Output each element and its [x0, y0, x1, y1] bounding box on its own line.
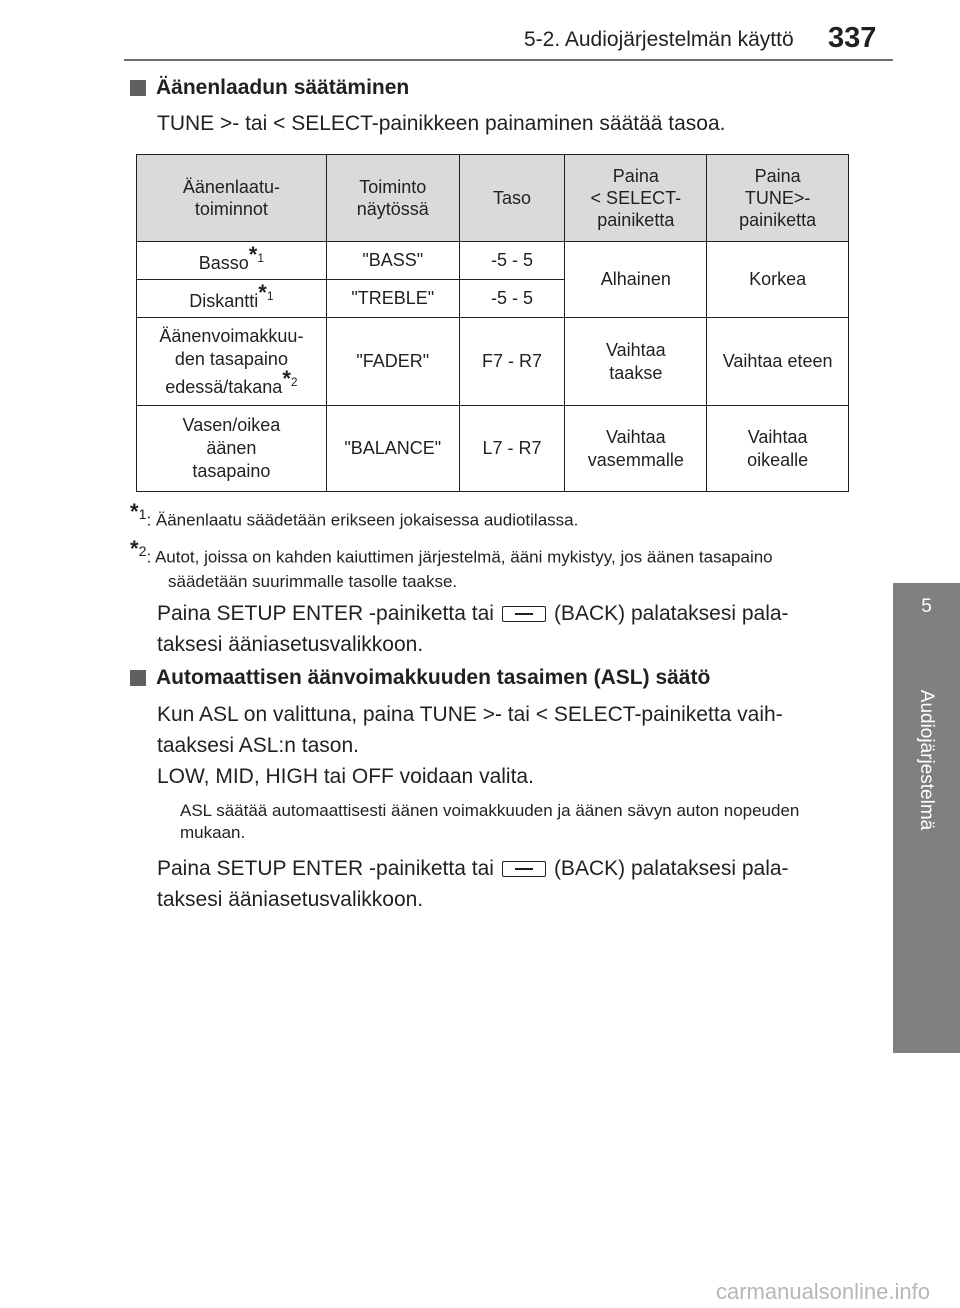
- header-cell: [459, 155, 565, 242]
- side-tab-number: 5: [921, 596, 932, 617]
- header-cell: [565, 155, 707, 242]
- back-button-icon: [502, 861, 546, 877]
- table-cell: "BALANCE": [326, 406, 459, 492]
- table-cell: [137, 280, 327, 318]
- footnote-mark: 1: [266, 288, 274, 303]
- header-cell: [326, 155, 459, 242]
- back-instruction-line2: taksesi ääniasetusvalikkoon.: [157, 633, 424, 656]
- table-cell: [137, 406, 327, 492]
- footnote-text: : Autot, joissa on kahden kaiuttimen järjestelmä, ääni mykistyy, jos äänen tasapaino säädetään suurimmalle tasolle taakse.: [146, 547, 773, 591]
- section-heading-text: Äänenlaadun säätäminen: [156, 76, 410, 99]
- back-instruction: [157, 598, 857, 660]
- asl-line: Kun ASL on valittuna, paina TUNE >- tai < SELECT-painiketta vaih-: [157, 703, 783, 726]
- table-cell: [565, 406, 707, 492]
- header-text: Paina < SELECT- painiketta: [590, 166, 682, 230]
- header-text: Paina TUNE>- painiketta: [739, 166, 817, 230]
- table-cell: "FADER": [326, 318, 459, 406]
- table-cell: F7 - R7: [459, 318, 565, 406]
- tune-action: Vaihtaa oikealle: [747, 426, 809, 470]
- function-name: Basso: [198, 252, 249, 273]
- back-instruction-line2: taksesi ääniasetusvalikkoon.: [157, 888, 424, 911]
- back-button-icon: [502, 606, 546, 622]
- table-row: [137, 406, 849, 492]
- footnote-mark: 2: [290, 374, 298, 389]
- asl-line: LOW, MID, HIGH tai OFF voidaan valita.: [157, 765, 534, 788]
- header-cell: [707, 155, 849, 242]
- function-name: Äänenvoimakkuu- den tasapaino edessä/takana: [159, 325, 304, 397]
- footnote-mark: 2: [138, 544, 147, 560]
- back-instruction: [157, 853, 857, 915]
- table-cell: Korkea: [707, 242, 849, 318]
- header-rule: [124, 59, 893, 61]
- footnote-star: *: [248, 241, 258, 267]
- footnote-text: : Äänenlaatu säädetään erikseen jokaisessa audiotilassa.: [146, 510, 579, 530]
- page-number: 337: [828, 22, 877, 54]
- chapter-title: 5-2. Audiojärjestelmän käyttö: [524, 28, 794, 51]
- asl-text: [157, 699, 857, 792]
- table-cell: [707, 406, 849, 492]
- select-action: Vaihtaa taakse: [605, 339, 666, 383]
- footnote-mark: 1: [138, 507, 147, 523]
- footnote-star: *: [130, 499, 139, 524]
- header-text: Toiminto näytössä: [356, 177, 429, 219]
- sound-settings-table: [136, 154, 849, 492]
- header-text: Taso: [493, 188, 532, 208]
- square-bullet-icon: [130, 80, 146, 96]
- asl-note: ASL säätää automaattisesti äänen voimakkuuden ja äänen sävyn auton nopeuden mukaan.: [180, 801, 800, 842]
- side-tab-label: Audiojärjestelmä: [916, 689, 937, 831]
- back-instruction-after: (BACK) palataksesi pala-: [553, 857, 789, 880]
- footnote-1: [130, 499, 842, 533]
- table-cell: Vaihtaa eteen: [707, 318, 849, 406]
- back-instruction-before: Paina SETUP ENTER -painiketta tai: [157, 602, 494, 625]
- table-cell: "TREBLE": [326, 280, 459, 318]
- footnote-star: *: [258, 279, 267, 305]
- function-name: Vasen/oikea äänen tasapaino: [182, 415, 281, 481]
- table-cell: [137, 318, 327, 406]
- intro-text: TUNE >- tai < SELECT-painikkeen painaminen säätää tasoa.: [157, 112, 726, 135]
- header-cell: [137, 155, 327, 242]
- table-cell: [565, 318, 707, 406]
- table-cell: Alhainen: [565, 242, 707, 318]
- back-instruction-after: (BACK) palataksesi pala-: [553, 602, 789, 625]
- table-row: [137, 318, 849, 406]
- table-row: [137, 242, 849, 280]
- select-action: Vaihtaa vasemmalle: [587, 426, 684, 470]
- table-header-row: [137, 155, 849, 242]
- section-heading-text: Automaattisen äänvoimakkuuden tasaimen (ASL) säätö: [156, 666, 711, 689]
- table-cell: [137, 242, 327, 280]
- footnote-mark: 1: [257, 250, 265, 265]
- square-bullet-icon: [130, 670, 146, 686]
- section-heading: [130, 666, 710, 690]
- footnote-star: *: [282, 365, 291, 391]
- back-instruction-before: Paina SETUP ENTER -painiketta tai: [157, 857, 494, 880]
- footnote-star: *: [130, 536, 139, 561]
- header-text: Äänenlaatu- toiminnot: [182, 177, 280, 219]
- table-cell: -5 - 5: [459, 280, 565, 318]
- table-cell: -5 - 5: [459, 242, 565, 280]
- asl-line: taaksesi ASL:n tason.: [157, 734, 359, 757]
- function-name: Diskantti: [189, 290, 259, 311]
- footnote-2: [130, 536, 842, 594]
- watermark: carmanualsonline.info: [715, 1279, 930, 1304]
- table-cell: "BASS": [326, 242, 459, 280]
- table-cell: L7 - R7: [459, 406, 565, 492]
- section-heading: [130, 76, 409, 100]
